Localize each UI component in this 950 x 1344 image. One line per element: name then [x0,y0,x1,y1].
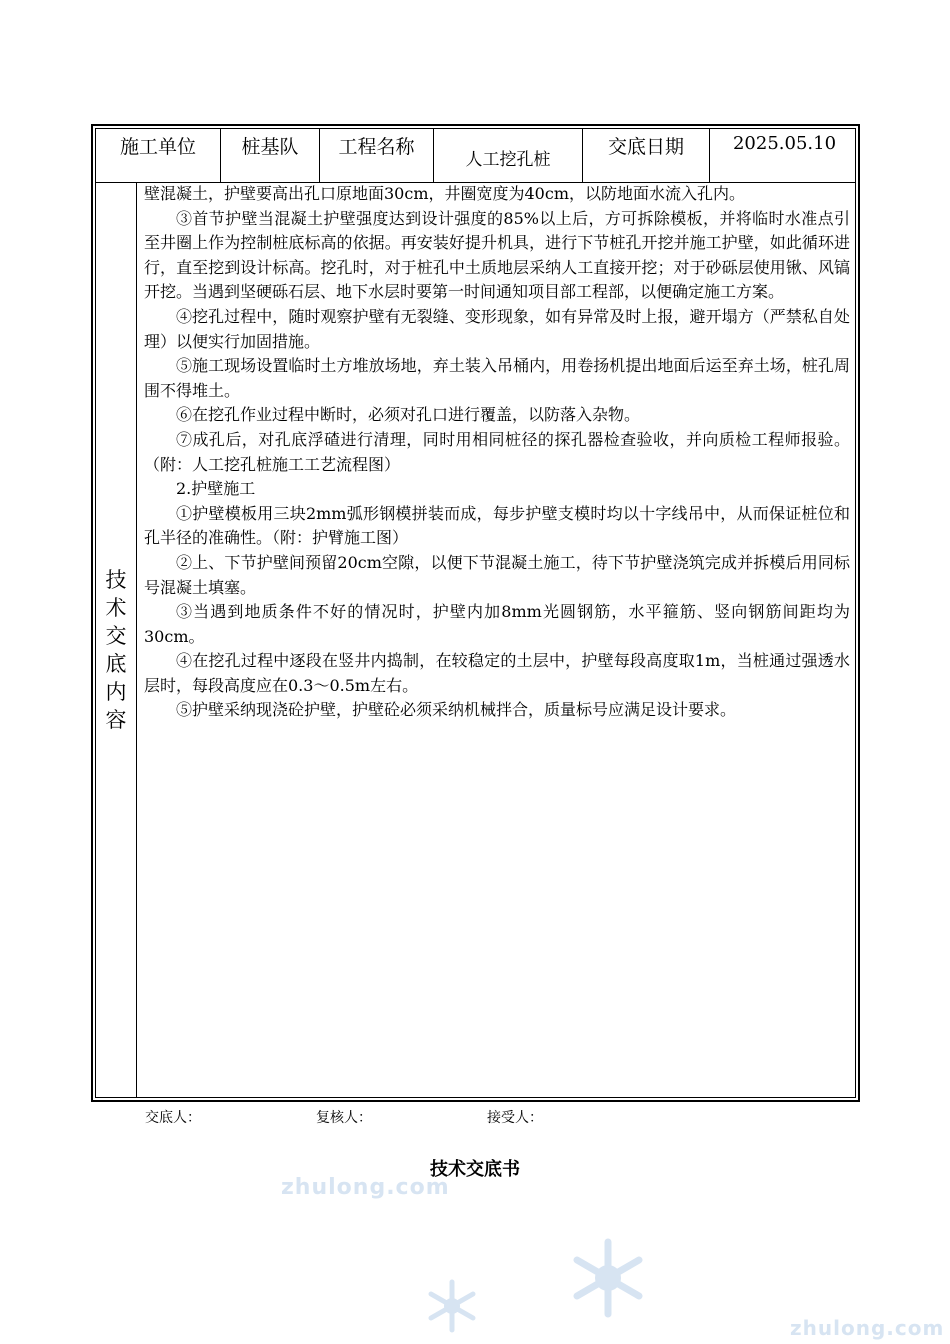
reviewer-signature-label: 复核人： [316,1110,372,1126]
project-value: 人工挖孔桩 [465,150,551,170]
watermark-text: zhulong.com [281,1175,450,1200]
content-paragraph: ⑤施工现场设置临时土方堆放场地，弃土装入吊桶内，用卷扬机提出地面后运至弃土场，桩孔周围不得堆土。 [144,356,850,400]
side-char: 底 [105,652,127,676]
disclosure-content [144,182,850,723]
content-paragraph: 壁混凝土，护壁要高出孔口原地面30cm，井圈宽度为40cm，以防地面水流入孔内。 [144,184,745,203]
content-paragraph: ④在挖孔过程中逐段在竖井内捣制，在较稳定的土层中，护壁每段高度取1m，当桩通过强透水层时，每段高度应在0.3～0.5m左右。 [144,651,850,695]
snowflake-watermark-icon [566,1236,650,1320]
side-char: 容 [105,708,127,732]
content-paragraph: ③当遇到地质条件不好的情况时，护壁内加8mm光圆钢筋，水平箍筋、竖向钢筋间距均为30cm。 [144,602,850,646]
content-paragraph: ⑦成孔后，对孔底浮碴进行清理，同时用相同桩径的探孔器检查验收，并向质检工程师报验。（附：人工挖孔桩施工工艺流程图） [144,429,850,474]
document-title: 技术交底书 [430,1159,520,1180]
content-paragraph: ①护壁模板用三块2mm弧形钢模拼装而成，每步护壁支模时均以十字线吊中，从而保证桩位和孔半径的准确性。（附：护臂施工图） [144,503,850,548]
date-value: 2025.05.10 [732,133,837,154]
content-paragraph: 2.护壁施工 [176,479,256,499]
content-paragraph: ③首节护壁当混凝土护壁强度达到设计强度的85%以上后，方可拆除模板，并将临时水准点引至井圈上作为控制桩底标高的依据。再安装好提升机具，进行下节桩孔开挖并施工护壁，如此循环进行，直至挖到设计标高。挖孔时，对于桩孔中土质地层采纳人工直接开挖；对于砂砾层使用锹、风镐开挖。当遇到坚硬砾石层、地下水层时要第一时间通知项目部工程部，以便确定施工方案。 [144,208,850,302]
watermark-text-corner: zhulong.com [790,1316,945,1340]
project-label: 工程名称 [338,136,415,158]
unit-label: 施工单位 [119,136,196,158]
table-inner-frame [95,128,856,1098]
unit-value-cell [221,129,320,182]
date-value-cell [710,129,859,182]
side-char: 交 [105,624,127,648]
unit-label-cell [96,129,221,182]
side-divider [136,182,137,1097]
content-paragraph: ⑤护壁采纳现浇砼护壁，护壁砼必须采纳机械拌合，质量标号应满足设计要求。 [176,700,737,720]
unit-value: 桩基队 [241,136,299,158]
content-paragraph: ⑥在挖孔作业过程中断时，必须对孔口进行覆盖，以防落入杂物。 [176,405,641,425]
content-paragraph: ②上、下节护壁间预留20cm空隙，以便下节混凝土施工，待下节护壁浇筑完成并拆模后用同标号混凝土填塞。 [144,552,850,597]
receiver-signature-label: 接受人： [487,1110,543,1126]
project-label-cell [320,129,434,182]
disclosure-table [91,124,860,1102]
date-label-cell [583,129,710,182]
side-char: 技 [105,568,127,592]
content-paragraph: ④挖孔过程中，随时观察护壁有无裂缝、变形现象，如有异常及时上报，避开塌方（严禁私自处理）以便实行加固措施。 [144,306,850,351]
side-label [96,182,136,1097]
side-char: 内 [105,680,127,704]
date-label: 交底日期 [607,136,684,158]
side-char: 术 [105,596,127,620]
project-value-cell [434,129,583,182]
snowflake-watermark-icon [424,1278,480,1334]
handover-signature-label: 交底人： [145,1110,201,1126]
